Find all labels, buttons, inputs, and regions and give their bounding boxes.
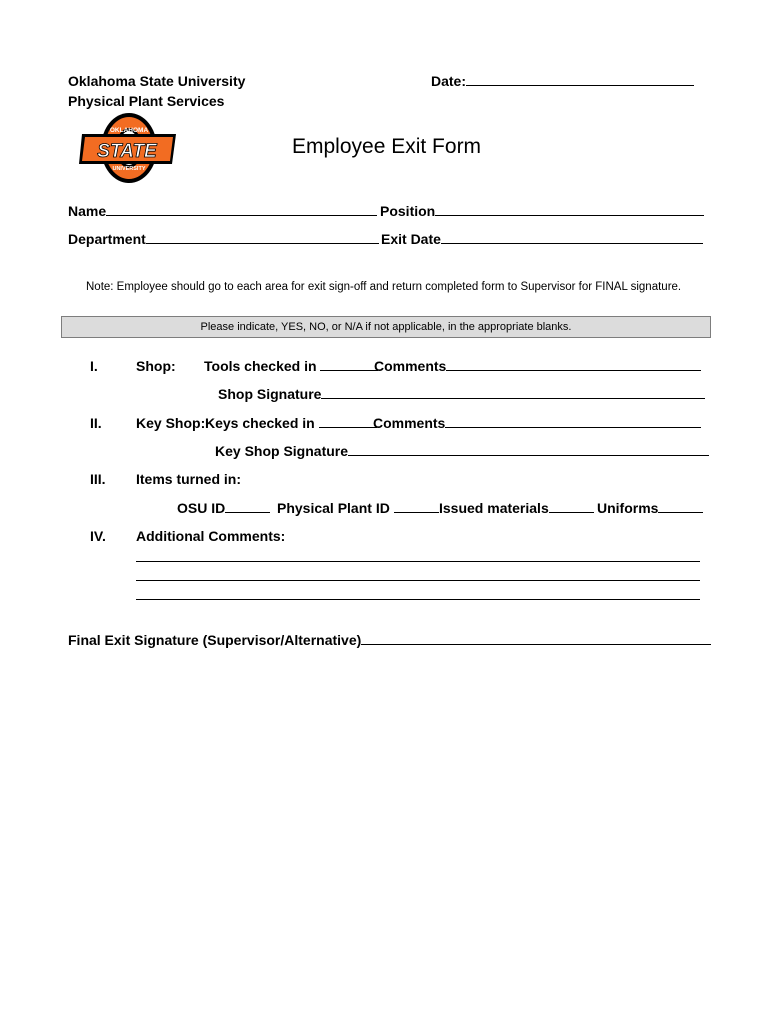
section-label: Shop: [136,358,176,374]
logo-main-word: STATE [97,141,157,162]
section-numeral: III. [90,471,106,487]
section-numeral: IV. [90,528,106,544]
tools-checked-line[interactable] [320,358,378,371]
section-label: Key Shop: [136,415,206,431]
physical-plant-id-field[interactable] [277,500,439,516]
key-shop-signature-field[interactable] [215,443,709,459]
uniforms-line[interactable] [658,500,703,513]
shop-comments-field[interactable] [374,358,701,374]
physical-plant-id-line[interactable] [394,500,439,513]
date-field[interactable] [431,73,694,89]
osu-id-label: OSU ID [177,500,226,516]
form-title: Employee Exit Form [292,135,482,158]
department-field[interactable] [68,231,379,247]
osu-id-line[interactable] [225,500,270,513]
shop-signature-line[interactable] [321,386,705,399]
section-numeral: I. [90,358,98,374]
shop-comments-line[interactable] [446,358,701,371]
logo-top-word: OKLAHOMA [109,127,149,134]
key-shop-comments-label: Comments [373,415,446,431]
date-label: Date: [431,73,467,89]
position-line[interactable] [435,203,704,216]
issued-materials-label: Issued materials [439,500,549,516]
date-line[interactable] [466,73,694,86]
osu-state-logo-icon [79,112,179,184]
name-field[interactable] [68,203,377,219]
final-signature-label: Final Exit Signature (Supervisor/Alternative) [68,632,362,648]
shop-comments-label: Comments [374,358,447,374]
department-name: Physical Plant Services [68,93,225,109]
comments-line[interactable] [136,580,700,581]
final-signature-line[interactable] [361,632,711,645]
exit-date-field[interactable] [381,231,703,247]
position-label: Position [380,203,436,219]
keys-checked-line[interactable] [319,415,377,428]
department-label: Department [68,231,146,247]
key-shop-comments-line[interactable] [445,415,701,428]
physical-plant-id-label: Physical Plant ID [277,500,390,516]
exit-date-line[interactable] [441,231,703,244]
exit-date-label: Exit Date [381,231,441,247]
name-line[interactable] [106,203,377,216]
section-label: Items turned in: [136,471,242,487]
section-numeral: II. [90,415,102,431]
uniforms-label: Uniforms [597,500,659,516]
key-shop-signature-label: Key Shop Signature [215,443,349,459]
issued-materials-field[interactable] [439,500,594,516]
university-name: Oklahoma State University [68,73,246,89]
comments-line[interactable] [136,599,700,600]
key-shop-comments-field[interactable] [373,415,701,431]
key-shop-signature-line[interactable] [348,443,709,456]
instruction-banner [61,316,711,338]
issued-materials-line[interactable] [549,500,594,513]
keys-checked-label: Keys checked in [205,415,315,431]
logo-bottom-word: UNIVERSITY [112,166,146,172]
note-text: Note: Employee should go to each area for exit sign-off and return completed form to Supervisor for FINAL signature. [86,281,682,293]
name-label: Name [68,203,107,219]
position-field[interactable] [380,203,704,219]
instruction-text: Please indicate, YES, NO, or N/A if not applicable, in the appropriate blanks. [200,321,572,333]
tools-checked-field[interactable] [204,358,378,374]
shop-signature-label: Shop Signature [218,386,322,402]
final-signature-field[interactable] [68,632,711,648]
section-label: Additional Comments: [136,528,286,544]
osu-id-field[interactable] [177,500,270,516]
tools-checked-label: Tools checked in [204,358,317,374]
keys-checked-field[interactable] [205,415,377,431]
department-line[interactable] [146,231,379,244]
comments-line[interactable] [136,561,700,562]
shop-signature-field[interactable] [218,386,705,402]
uniforms-field[interactable] [597,500,703,516]
